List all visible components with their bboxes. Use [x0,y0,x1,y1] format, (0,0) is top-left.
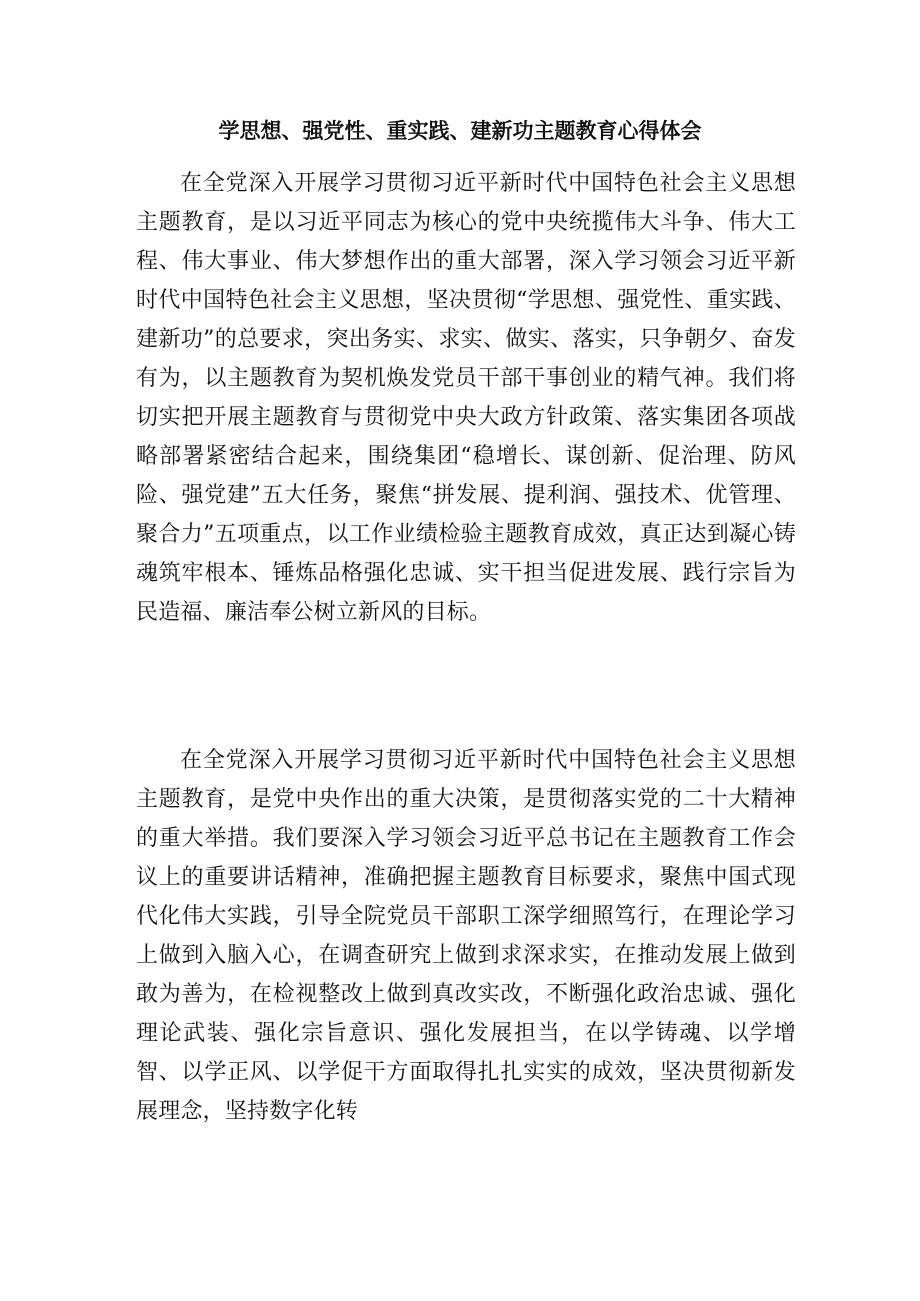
body-paragraph-2: 在全党深入开展学习贯彻习近平新时代中国特色社会主义思想主题教育，是党中央作出的重大决策，是贯彻落实党的二十大精神的重大举措。我们要深入学习领会习近平总书记在主题教育工作会议上的重要讲话精神，准确把握主题教育目标要求，聚焦中国式现代化伟大实践，引导全院党员干部职工深学细照笃行，在理论学习上做到入脑入心，在调查研究上做到求深求实，在推动发展上做到敢为善为，在检视整改上做到真改实改，不断强化政治忠诚、强化理论武装、强化宗旨意识、强化发展担当，在以学铸魂、以学增智、以学正风、以学促干方面取得扎扎实实的成效，坚决贯彻新发展理念，坚持数字化转 [136,748,796,1124]
body-paragraph-1: 在全党深入开展学习贯彻习近平新时代中国特色社会主义思想主题教育，是以习近平同志为核心的党中央统揽伟大斗争、伟大工程、伟大事业、伟大梦想作出的重大部署，深入学习领会习近平新时代中国特色社会主义思想，坚决贯彻“学思想、强党性、重实践、建新功”的总要求，突出务实、求实、做实、落实，只争朝夕、奋发有为，以主题教育为契机焕发党员干部干事创业的精气神。我们将切实把开展主题教育与贯彻党中央大政方针政策、落实集团各项战略部署紧密结合起来，围绕集团“稳增长、谋创新、促治理、防风险、强党建”五大任务，聚焦“拼发展、提利润、强技术、优管理、聚合力”五项重点，以工作业绩检验主题教育成效，真正达到凝心铸魂筑牢根本、锤炼品格强化忠诚、实干担当促进发展、践行宗旨为民造福、廉洁奉公树立新风的目标。 [136,171,796,625]
document-title: 学思想、强党性、重实践、建新功主题教育心得体会 [218,119,702,143]
